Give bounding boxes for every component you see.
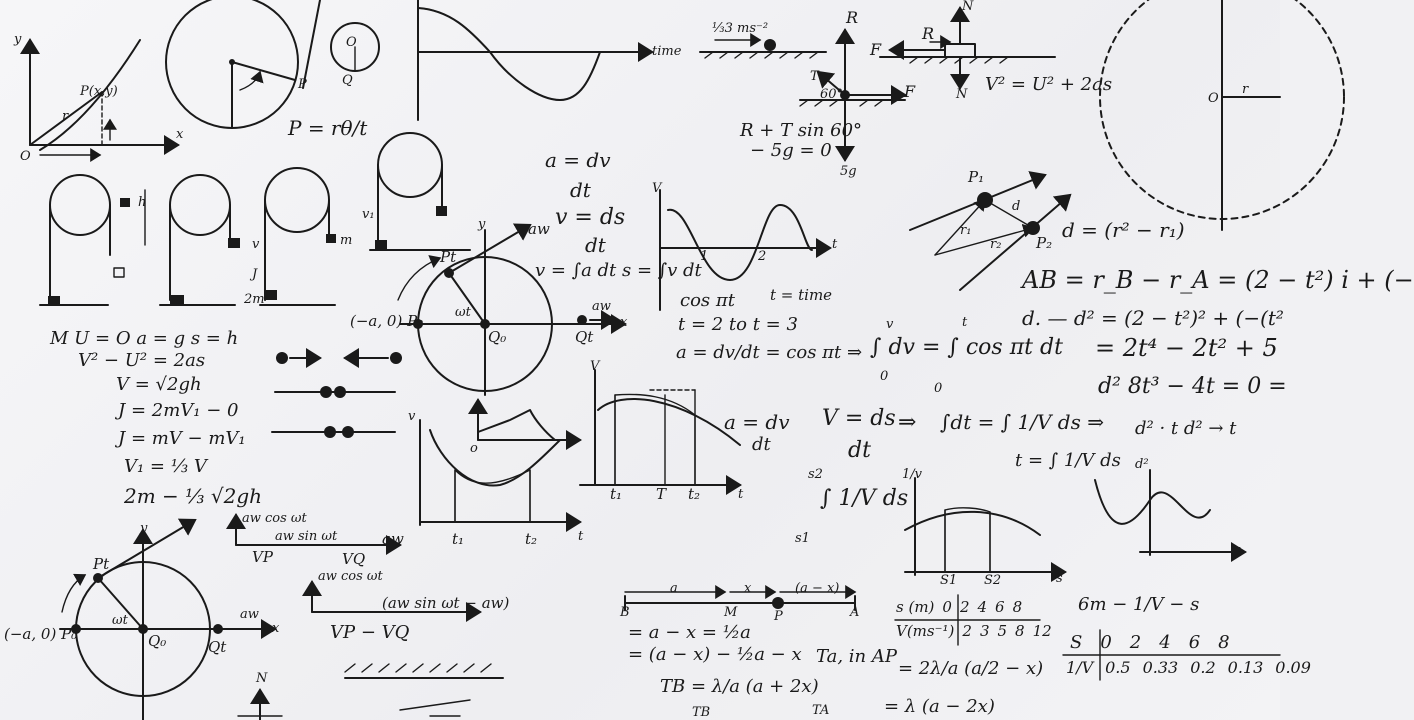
second-derivative-note: d² · t d² → t [1135, 418, 1237, 439]
force-f-label: F [904, 82, 916, 101]
force-t-label: T [810, 69, 819, 84]
p0-label: (−a, 0) P₀ [350, 312, 424, 330]
vp-label: VP [252, 548, 273, 566]
aw-right-label: aw [592, 299, 611, 314]
table-cell: 12 [1032, 622, 1052, 640]
velocity-def-2: V = ds [822, 406, 896, 431]
accel-def: a = dv [545, 148, 611, 172]
right-table-heading: 6m − 1/V − s [1078, 594, 1200, 615]
v1-label: v₁ [362, 207, 375, 222]
vp-minus-vq: VP − VQ [330, 622, 410, 643]
table-cell: 8 [1218, 632, 1230, 653]
wt-label: ωt [455, 305, 471, 320]
energy-equation: V² − U² = 2as [78, 350, 206, 371]
table-cell: 4 [1159, 632, 1171, 653]
table-cell: 0 [1100, 632, 1112, 653]
segment-equation-2: = (a − x) − ½a − x [628, 644, 802, 665]
aw-label-2: aw [240, 607, 259, 622]
accel-def-2: a = dv [724, 410, 790, 434]
pt-label: Pt [440, 248, 457, 266]
segment-x-label: x [744, 581, 752, 596]
table-cell: 8 [1012, 598, 1023, 616]
bottom-surface [345, 664, 503, 716]
qt-label: Qt [575, 328, 594, 346]
block-r-label: R [922, 24, 935, 43]
velocity-def: v = ds [555, 205, 626, 230]
velocity-difference: (aw sin ωt − aw) [382, 594, 510, 612]
v-axis-label: V [652, 181, 662, 196]
velocity-ratio: V₁ = ⅓ V [124, 456, 207, 477]
point-a-label: A [850, 605, 860, 620]
y-label-center: y [478, 217, 486, 232]
q0-label: Q₀ [488, 328, 507, 346]
weight-label: 5g [840, 164, 857, 179]
y-label-2: y [140, 521, 148, 536]
segment-equation-1: = a − x = ½a [628, 622, 751, 643]
graph-t2-label: t₂ [525, 530, 538, 548]
origin-label: O [20, 149, 31, 164]
table-cell: 2 [1129, 632, 1142, 653]
cos-label: cos πt [680, 290, 735, 311]
area-graph [580, 370, 740, 485]
reciprocal-velocity-graph [905, 478, 1065, 575]
tension-last-equation: = λ (a − 2x) [884, 696, 995, 717]
x-label-2: x [272, 621, 280, 636]
graph-t-right-label: t [1237, 545, 1243, 560]
accel-def-2-den: dt [752, 434, 771, 455]
wave-graph [418, 0, 652, 120]
table-cell: 0.33 [1142, 658, 1179, 677]
x-axis-label: x [176, 127, 184, 142]
accel-def-den: dt [570, 178, 591, 202]
table-cell: 6 [995, 598, 1005, 616]
area-t2-label: t₂ [688, 485, 701, 503]
table-cell: 0.2 [1190, 658, 1216, 677]
limit-s1: s1 [795, 531, 810, 546]
limit-v: v [886, 317, 894, 332]
graph-v-label: v [408, 409, 416, 424]
point-m-label: M [724, 605, 738, 620]
table-cell: 0.13 [1227, 658, 1264, 677]
table-v-row [896, 624, 1052, 639]
t-axis-label: t [832, 237, 838, 252]
table-cell: 6 [1188, 632, 1201, 653]
table-cell: s (m) [896, 598, 935, 616]
incline-surface [700, 39, 826, 58]
graph-d2-label: d² [1135, 457, 1149, 472]
j-label: J [252, 267, 258, 282]
aw-lower-label: aw [382, 530, 404, 548]
collision-arrows [272, 352, 402, 438]
bottom-vector [238, 690, 282, 720]
ta-label-2: TA [812, 703, 830, 718]
graph-t-label: t [578, 529, 584, 544]
second-derivative-graph [1095, 470, 1245, 555]
dashed-circle [1100, 0, 1344, 230]
block-n2-label: N [956, 87, 968, 102]
table-cell: 1/V [1066, 658, 1094, 677]
p0-label-2: (−a, 0) P₀ [4, 625, 78, 643]
angle-label: 60° [820, 87, 844, 102]
table-v-row-right [1066, 660, 1311, 676]
area-t-label: t [738, 487, 744, 502]
q0-label-2: Q₀ [148, 632, 167, 650]
table-cell: S [1070, 632, 1083, 653]
velocity-def-den: dt [585, 233, 606, 257]
segment-a-label: a [670, 581, 678, 596]
area-t1-label: t₁ [610, 485, 623, 503]
y-axis-label: y [14, 32, 22, 47]
force-equation-1: R + T sin 60° [740, 120, 863, 141]
table-s-row-right [1070, 634, 1230, 652]
d-label: d [1012, 199, 1021, 214]
q-label: Q [342, 73, 353, 88]
time-label: t = time [770, 286, 833, 304]
table-cell: 0.5 [1105, 658, 1131, 677]
acceleration-label: ⅓3 ms⁻² [712, 21, 769, 36]
tension-ratio: = 2λ/a (a/2 − x) [898, 658, 1044, 679]
table-cell: 2 [962, 622, 972, 640]
2m-label: 2m [244, 292, 265, 307]
r2-label: r₂ [990, 237, 1002, 252]
tension-b-equation: TB = λ/a (a + 2x) [660, 676, 819, 697]
graph-S1-label: S1 [940, 573, 958, 588]
small-circle [303, 0, 379, 88]
implies-arrow: ⇒ [898, 410, 917, 435]
graph-o-label: o [470, 441, 478, 456]
graph-t1-label: t₁ [452, 530, 465, 548]
r1-label: r₁ [960, 223, 972, 238]
table-cell: 5 [997, 622, 1008, 640]
p2-label: P₂ [1036, 234, 1053, 252]
limit-0b: 0 [934, 381, 943, 396]
tick-2: 2 [758, 249, 767, 264]
velocity-result: V = √2gh [116, 374, 202, 395]
force-equation-2: − 5g = 0 [750, 140, 832, 161]
x-label-center: x [620, 315, 628, 330]
area-v-label: V [590, 359, 600, 374]
circle-o-label: O [1208, 91, 1219, 106]
given-values: M U = O a = g s = h [50, 328, 239, 349]
v-label: v [252, 237, 260, 252]
kinematics-equation: V² = U² + 2as [985, 74, 1113, 95]
p1-label: P₁ [968, 168, 985, 186]
table-cell: V(ms⁻¹) [896, 622, 955, 640]
tension-a-label: Ta, in AP [816, 646, 897, 667]
aw-label: aw [528, 220, 550, 238]
limit-s2: s2 [808, 467, 823, 482]
table-cell: 0.09 [1275, 658, 1311, 677]
p-label: P [298, 77, 307, 92]
graph-1v-label: 1/v [902, 467, 922, 482]
distance-squared-expanded: = 2t⁴ − 2t² + 5 [1095, 334, 1278, 362]
tb-label-2: TB [692, 705, 711, 720]
integral-equation: ∫ dv = ∫ cos πt dt [870, 335, 1063, 360]
limit-0: 0 [880, 369, 889, 384]
block-f-label: F [870, 40, 882, 59]
m-label: m [340, 233, 353, 248]
h-label: h [138, 195, 147, 210]
velocity-integral: v = ∫a dt s = ∫v dt [535, 260, 702, 281]
vq-label: VQ [342, 550, 366, 568]
block-n-label: N [962, 0, 974, 14]
table-cell: 2 [959, 598, 970, 616]
point-label: P(x,y) [80, 84, 118, 99]
derivative-equation: d² 8t³ − 4t = 0 = [1098, 374, 1287, 399]
o-label: O [346, 35, 357, 50]
momentum-result: 2m − ⅓ √2gh [124, 484, 263, 508]
time-integral-result: t = ∫ 1/V ds [1015, 450, 1121, 471]
table-cell: 8 [1015, 622, 1025, 640]
table-cell: 0 [942, 598, 952, 616]
angular-formula: P = rθ/t [288, 116, 368, 140]
rotation-circle [166, 0, 298, 128]
area-T-label: T [656, 485, 667, 503]
awsin-label: aw sin ωt [275, 529, 338, 544]
table-cell: 3 [979, 622, 990, 640]
velocity-def-2-den: dt [848, 438, 871, 463]
time-range: t = 2 to t = 3 [678, 314, 798, 335]
segment-ax-label: (a − x) [795, 581, 840, 596]
awcos-label: aw cos ωt [242, 511, 307, 526]
limit-t: t [962, 315, 968, 330]
bottom-n-label: N [256, 671, 268, 686]
table-s-row [896, 600, 1022, 615]
pt-label-2: Pt [93, 555, 110, 573]
point-p-label: P [774, 609, 783, 624]
force-r-label: R [846, 8, 859, 27]
impulse-equation-2: J = mV − mV₁ [118, 428, 246, 449]
time-axis-label: time [652, 44, 682, 59]
table-cell: 4 [977, 598, 988, 616]
awcos-label-2: aw cos ωt [318, 569, 383, 584]
reciprocal-integral: ∫ 1/V ds [820, 486, 909, 511]
time-integral: ∫dt = ∫ 1/V ds ⇒ [940, 410, 1104, 434]
accel-cos-equation: a = dv/dt = cos πt ⇒ [676, 342, 863, 363]
point-b-label: B [620, 605, 630, 620]
graph-s-label: s [1056, 571, 1063, 586]
distance-squared-equation: d. — d² = (2 − t²)² + (−(t² [1022, 306, 1284, 330]
circle-r-label: r [1242, 82, 1249, 97]
velocity-time-graph [420, 400, 580, 525]
qt-label-2: Qt [208, 638, 227, 656]
tick-1: 1 [700, 249, 709, 264]
distance-equation: d = (r² − r₁) [1062, 218, 1185, 242]
wt-label-2: ωt [112, 613, 128, 628]
r-label: r [62, 109, 69, 124]
impulse-equation-1: J = 2mV₁ − 0 [118, 400, 239, 421]
vector-ab-equation: AB = r_B − r_A = (2 − t²) i + (− [1022, 266, 1414, 294]
graph-S2-label: S2 [984, 573, 1002, 588]
